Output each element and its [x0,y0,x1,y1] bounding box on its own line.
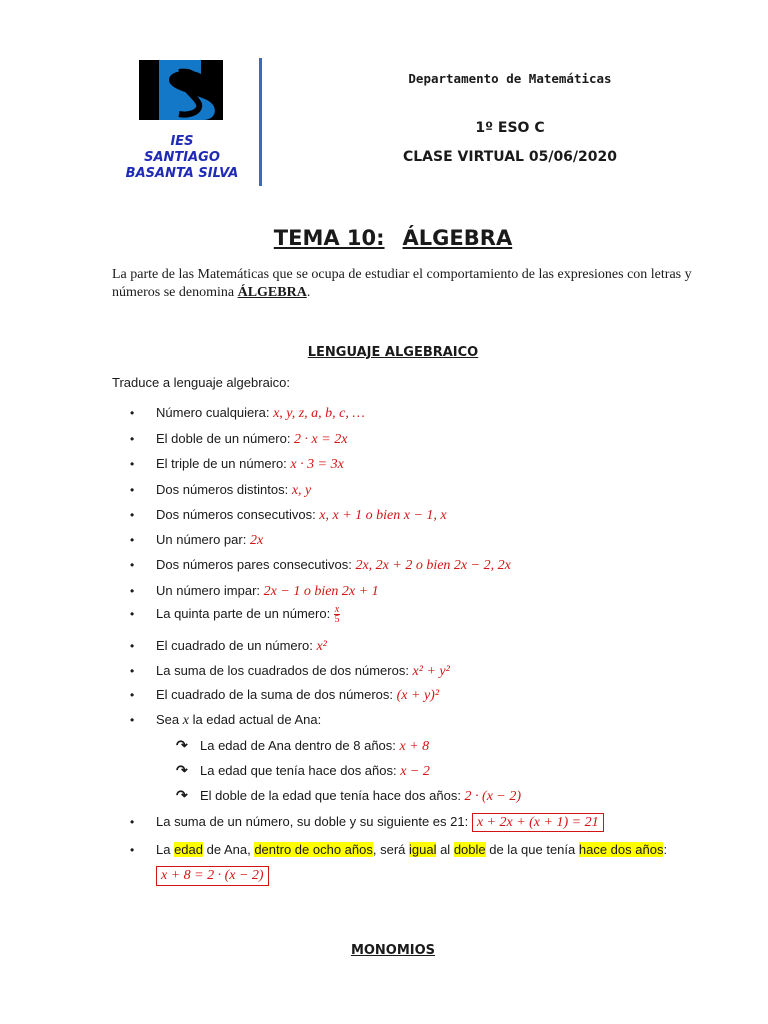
intro-paragraph [112,266,692,302]
highlighted-word: doble [453,842,486,857]
item-label: El doble de un número: [156,431,295,446]
list-item [130,814,604,831]
sub-item-label: La edad que tenía hace dos años: [200,763,401,778]
item-answer: x, y, z, a, b, c, … [273,406,365,421]
item-answer: x, y [291,483,312,498]
highlighted-word: edad [174,842,203,857]
list-item [130,532,263,549]
item-label: Un número par: [156,532,250,547]
item-variable: x [182,713,189,728]
bullet-icon: • [130,406,135,420]
intro-text-end: . [306,285,311,300]
highlighted-word: igual [409,842,437,857]
item-label: El triple de un número: [156,456,291,471]
list-item [130,431,347,448]
list-item [130,507,447,524]
item-answer: 2x [249,533,264,548]
fraction-numerator: x [334,604,340,615]
school-logo [139,60,223,120]
item-answer: 2x − 1 o bien 2x + 1 [263,584,379,599]
title-topic-number: TEMA 10: [273,226,385,250]
page-title [0,226,768,250]
problem-answer: x + 8 = 2 · (x − 2) [156,866,269,886]
highlighted-word: hace dos años [578,842,664,857]
fraction-denominator: 5 [334,614,340,625]
sub-item [176,787,521,805]
school-logo-s-icon [139,60,223,120]
item-label: Dos números consecutivos: [156,507,320,522]
list-item [130,605,340,624]
curved-arrow-icon: ↷ [176,787,188,803]
list-item [130,456,344,473]
department-name: Departamento de Matemáticas [408,71,612,86]
course-name: 1º ESO C [475,120,545,136]
intro-term: ÁLGEBRA [237,285,307,300]
bullet-icon: • [130,558,135,572]
problem-text: : [663,842,668,857]
item-label: Sea [156,712,183,727]
instruction: Traduce a lenguaje algebraico: [112,375,291,390]
section-heading: MONOMIOS [350,943,436,958]
bullet-icon: • [130,457,135,471]
list-item [130,405,365,422]
school-name-line: IES [170,134,194,149]
school-name-line: SANTIAGO [144,150,220,165]
item-label: La quinta parte de un número: [156,605,334,621]
item-label: Un número impar: [156,583,264,598]
intro-text: La parte de las Matemáticas que se ocupa de estudiar el comportamiento de las expresiones con letras y números se denomina [112,267,692,300]
item-label: El cuadrado de la suma de dos números: [156,687,397,702]
problem-label: La suma de un número, su doble y su siguiente es 21: [156,814,472,829]
curved-arrow-icon: ↷ [176,737,188,753]
item-answer: x² + y² [412,664,450,679]
item-answer: x · 3 = 3x [290,457,344,472]
header-divider [259,58,262,186]
bullet-icon: • [130,688,135,702]
item-answer-fraction [334,605,340,624]
school-name-line: BASANTA SILVA [125,166,239,181]
list-item [130,687,439,704]
item-answer: 2x, 2x + 2 o bien 2x − 2, 2x [355,558,511,573]
bullet-icon: • [130,432,135,446]
problem-text: de la que tenía [485,842,579,857]
title-topic-name: ÁLGEBRA [402,226,513,250]
highlighted-word: dentro de ocho años [254,842,373,857]
bullet-icon: • [130,606,135,621]
item-answer: x, x + 1 o bien x − 1, x [319,508,447,523]
section-heading: LENGUAJE ALGEBRAICO [307,345,479,360]
sub-item-label: La edad de Ana dentro de 8 años: [200,738,400,753]
bullet-icon: • [130,815,135,829]
item-answer: x² [316,639,327,654]
sub-item [176,762,430,780]
sub-item-label: El doble de la edad que tenía hace dos años: [200,788,465,803]
bullet-icon: • [130,584,135,598]
bullet-icon: • [130,483,135,497]
item-label: Número cualquiera: [156,405,274,420]
item-label: Dos números distintos: [156,482,292,497]
problem-answer: x + 2x + (x + 1) = 21 [472,813,604,832]
item-label: Dos números pares consecutivos: [156,557,356,572]
list-item [130,557,511,574]
sub-item-answer: x − 2 [400,764,430,779]
problem-text: al [436,842,454,857]
curved-arrow-icon: ↷ [176,762,188,778]
item-answer: (x + y)² [396,688,440,703]
problem-text: La [156,842,175,857]
bullet-icon: • [130,533,135,547]
list-item [130,482,311,499]
list-item [130,663,450,680]
sub-item [176,737,429,755]
bullet-icon: • [130,664,135,678]
school-name [112,134,252,182]
problem-text: de Ana, [203,842,255,857]
list-item [130,583,379,600]
sub-item-answer: 2 · (x − 2) [464,789,522,804]
class-date: CLASE VIRTUAL 05/06/2020 [402,149,618,165]
list-item [130,638,327,655]
item-label: El cuadrado de un número: [156,638,317,653]
sub-item-answer: x + 8 [399,739,430,754]
problem-text: , será [372,842,409,857]
list-item [130,712,321,729]
bullet-icon: • [130,843,135,857]
item-label: La suma de los cuadrados de dos números: [156,663,413,678]
bullet-icon: • [130,713,135,727]
list-item [130,842,667,857]
bullet-icon: • [130,508,135,522]
item-label: la edad actual de Ana: [188,712,322,727]
bullet-icon: • [130,639,135,653]
item-answer: 2 · x = 2x [294,432,348,447]
